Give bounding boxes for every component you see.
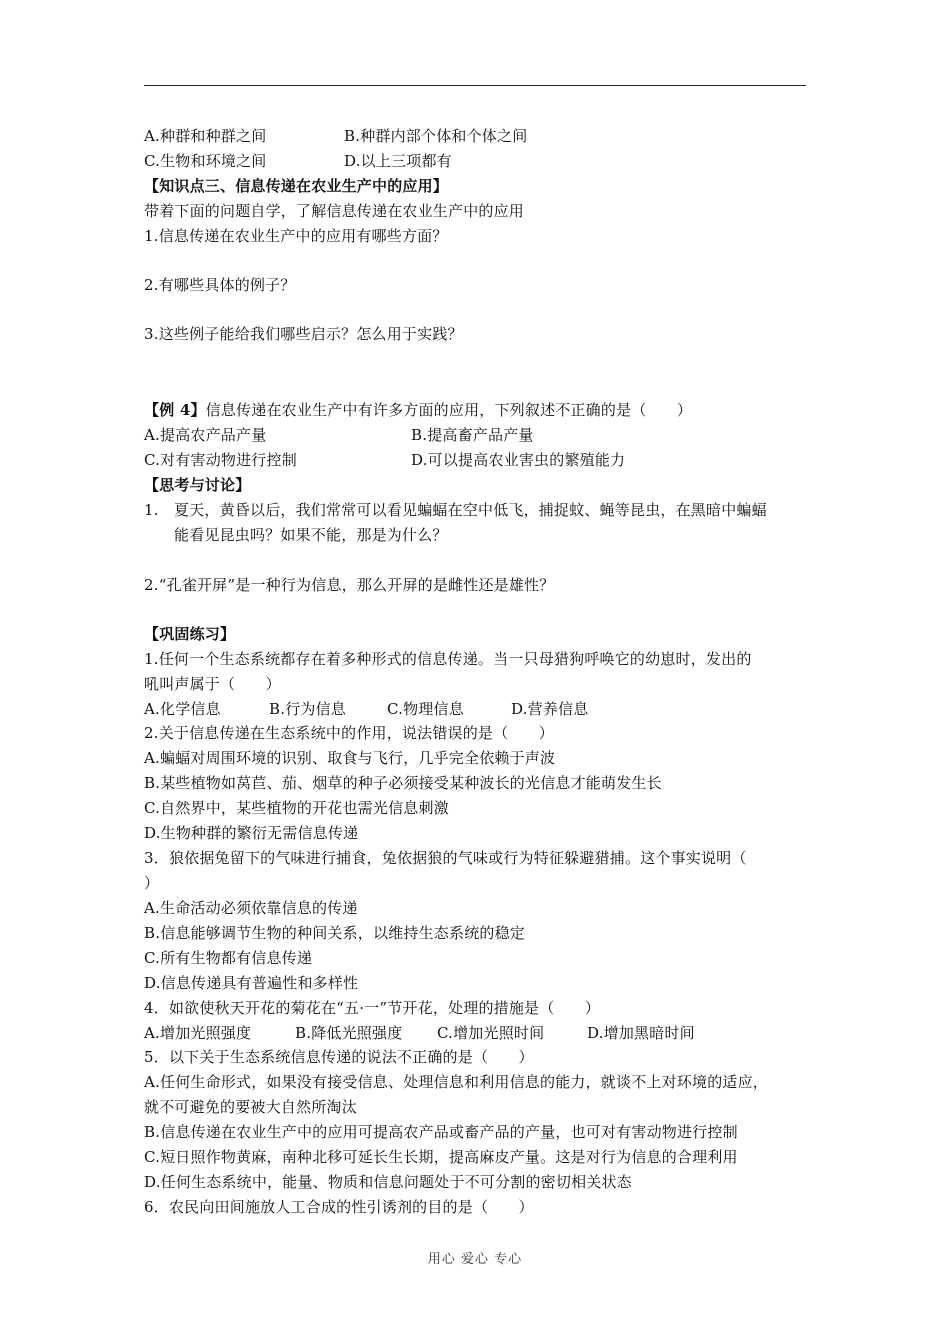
practice-5-option-a-line-2: 就不可避免的要被大自然所淘汰 (144, 1098, 357, 1116)
example-4-option-b: B.提高畜产品产量 (411, 426, 534, 444)
practice-5-option-a-line-1: A.任何生命形式，如果没有接受信息、处理信息和利用信息的能力，就谈不上对环境的适应， (144, 1073, 769, 1091)
practice-2-option-a: A.蝙蝠对周围环境的识别、取食与飞行，几乎完全依赖于声波 (144, 749, 556, 767)
example-4-label: 【例 4】 (144, 401, 206, 419)
practice-1-option-c: C.物理信息 (387, 700, 464, 718)
practice-6-question: 6．农民向田间施放人工合成的性引诱剂的目的是（ ） (144, 1198, 534, 1216)
practice-4-question: 4．如欲使秋天开花的菊花在“五·一”节开花，处理的措施是（ ） (144, 999, 601, 1017)
example-4-option-d: D.可以提高农业害虫的繁殖能力 (411, 451, 626, 469)
practice-2-option-d: D.生物种群的繁衍无需信息传递 (144, 824, 359, 842)
think-question-2: 2.“孔雀开屏”是一种行为信息，那么开屏的是雌性还是雄性？ (144, 576, 555, 594)
practice-3-option-b: B.信息能够调节生物的种间关系，以维持生态系统的稳定 (144, 924, 525, 942)
practice-4-option-d: D.增加黑暗时间 (587, 1024, 695, 1042)
practice-3-line-1: 3．狼依据兔留下的气味进行捕食，兔依据狼的气味或行为特征躲避猎捕。这个事实说明（ (144, 849, 747, 867)
practice-1-option-b: B.行为信息 (269, 700, 346, 718)
example-4-option-c: C.对有害动物进行控制 (144, 451, 297, 469)
practice-heading: 【巩固练习】 (144, 625, 236, 643)
example-4-option-a: A.提高农产品产量 (144, 426, 267, 444)
knowledge-point-3-heading: 【知识点三、信息传递在农业生产中的应用】 (144, 177, 449, 195)
self-study-question-1: 1.信息传递在农业生产中的应用有哪些方面？ (144, 227, 448, 245)
self-study-question-2: 2.有哪些具体的例子？ (144, 276, 296, 294)
practice-5-question: 5．以下关于生态系统信息传递的说法不正确的是（ ） (144, 1048, 534, 1066)
practice-2-option-b: B.某些植物如莴苣、茄、烟草的种子必须接受某种波长的光信息才能萌发生长 (144, 774, 662, 792)
prev-option-b: B.种群内部个体和个体之间 (344, 127, 528, 145)
practice-3-option-d: D.信息传递具有普遍性和多样性 (144, 974, 359, 992)
page-footer: 用心 爱心 专心 (427, 1252, 523, 1267)
think-question-1-line-2: 能看见昆虫吗？如果不能，那是为什么？ (174, 526, 448, 544)
practice-1-option-a: A.化学信息 (144, 700, 221, 718)
practice-4-option-b: B.降低光照强度 (295, 1024, 403, 1042)
practice-2-option-c: C.自然界中，某些植物的开花也需光信息刺激 (144, 799, 449, 817)
practice-1-line-2: 吼叫声属于（ ） (144, 675, 281, 693)
practice-4-option-c: C.增加光照时间 (437, 1024, 545, 1042)
think-question-1-line-1: 夏天，黄昏以后，我们常常可以看见蝙蝠在空中低飞，捕捉蚊、蝇等昆虫，在黑暗中蝙蝠 (174, 501, 767, 519)
practice-2-question: 2.关于信息传递在生态系统中的作用，说法错误的是（ ） (144, 724, 554, 742)
practice-5-option-b: B.信息传递在农业生产中的应用可提高农产品或畜产品的产量，也可对有害动物进行控制 (144, 1123, 738, 1141)
practice-1-option-d: D.营养信息 (511, 700, 589, 718)
practice-3-line-2: ） (144, 874, 160, 892)
prev-option-a: A.种群和种群之间 (144, 127, 267, 145)
practice-4-option-a: A.增加光照强度 (144, 1024, 252, 1042)
prev-option-c: C.生物和环境之间 (144, 152, 267, 170)
example-4-question (144, 400, 692, 420)
prev-option-d: D.以上三项都有 (344, 152, 452, 170)
example-4-stem: 信息传递在农业生产中有许多方面的应用，下列叙述不正确的是（ ） (205, 401, 693, 419)
practice-3-option-a: A.生命活动必须依靠信息的传递 (144, 899, 358, 917)
knowledge-point-3-intro: 带着下面的问题自学，了解信息传递在农业生产中的应用 (144, 202, 525, 220)
practice-5-option-c: C.短日照作物黄麻，南种北移可延长生长期，提高麻皮产量。这是对行为信息的合理利用 (144, 1148, 738, 1166)
practice-3-option-c: C.所有生物都有信息传递 (144, 949, 313, 967)
think-discuss-heading: 【思考与讨论】 (144, 476, 251, 494)
think-question-1-number: 1. (144, 501, 159, 519)
practice-5-option-d: D.任何生态系统中，能量、物质和信息问题处于不可分割的密切相关状态 (144, 1173, 632, 1191)
header-rule (144, 85, 806, 86)
self-study-question-3: 3.这些例子能给我们哪些启示？怎么用于实践？ (144, 325, 463, 343)
practice-1-line-1: 1.任何一个生态系统都存在着多种形式的信息传递。当一只母猎狗呼唤它的幼崽时，发出的 (144, 650, 752, 668)
